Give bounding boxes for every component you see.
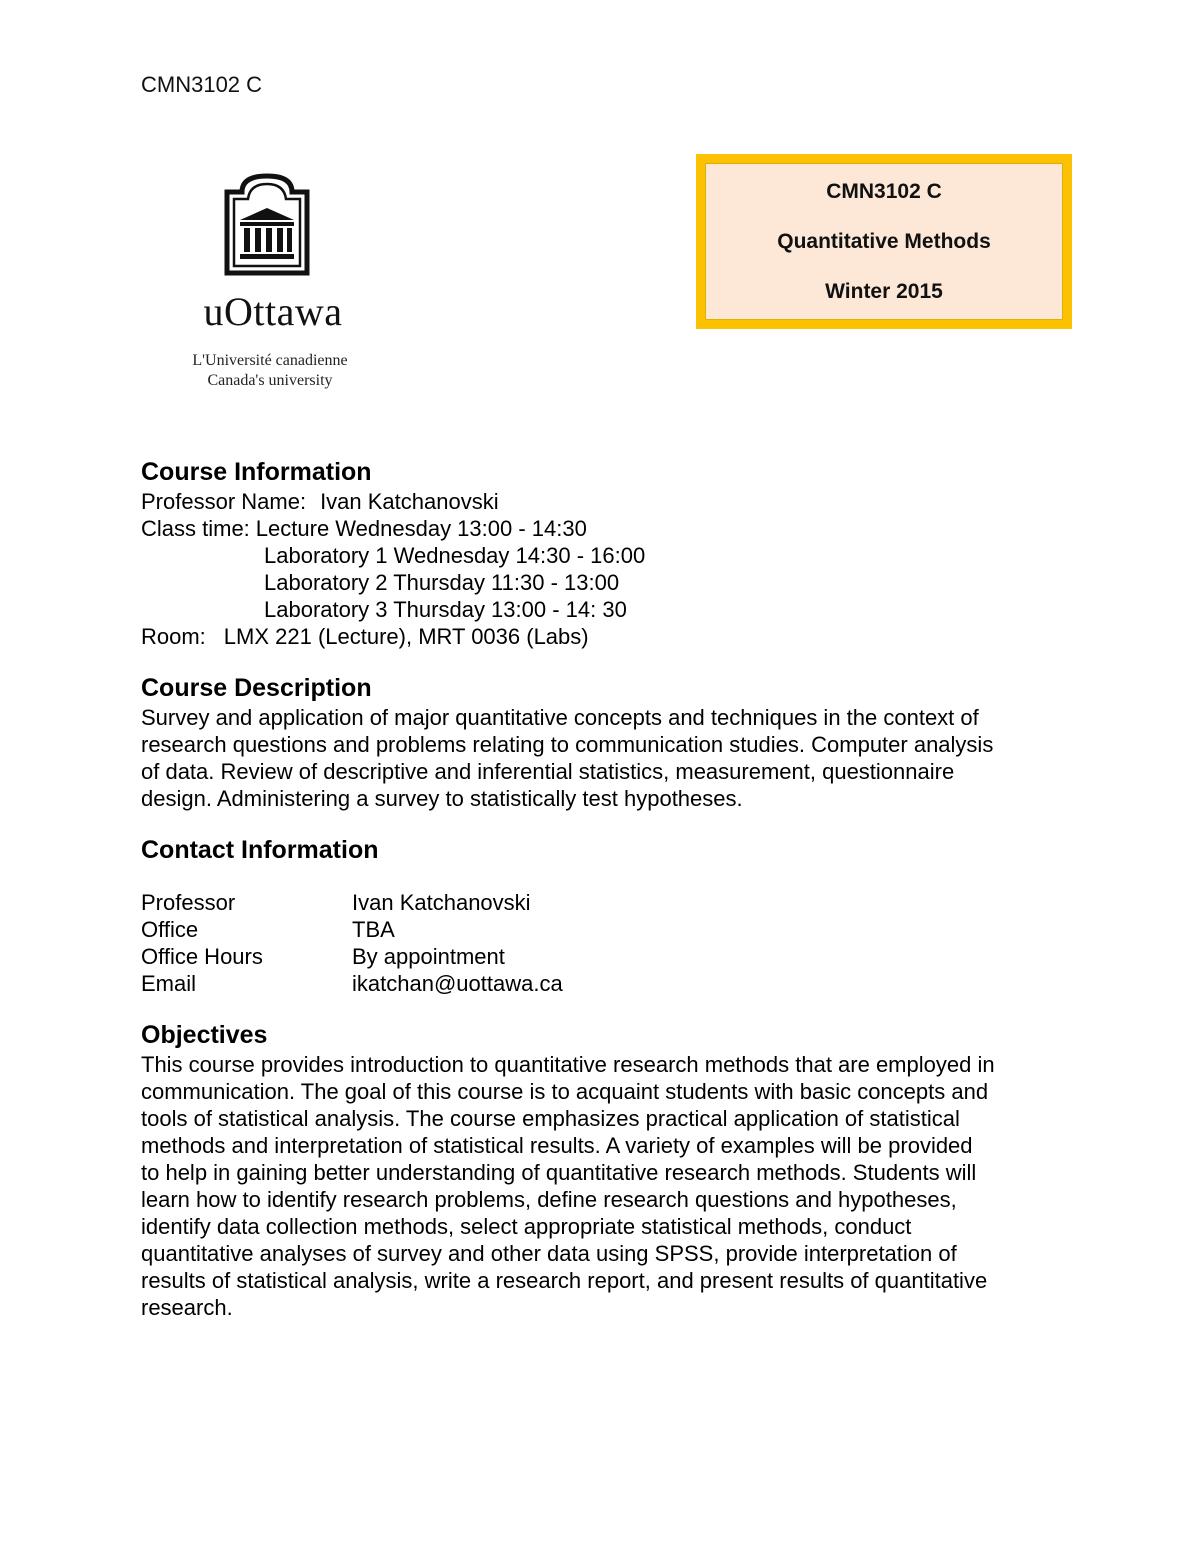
course-information-section [141,456,1071,650]
course-description-section [141,672,1071,812]
objectives-line: research. [141,1295,233,1320]
contact-information-section [141,834,1071,997]
contact-row [141,916,1071,943]
logo-tagline-en: Canada's university [207,372,333,389]
title-box-term: Winter 2015 [825,279,943,303]
contact-row [141,970,1071,997]
objectives-line: methods and interpretation of statistical results. A variety of examples will be provided [141,1133,973,1158]
running-header: CMN3102 C [141,72,263,97]
room-value: LMX 221 (Lecture), MRT 0036 (Labs) [223,624,589,649]
professor-value: Ivan Katchanovski [320,489,499,514]
objectives-heading: Objectives [141,1021,268,1049]
session-line: Laboratory 3 Thursday 13:00 - 14: 30 [264,597,627,622]
objectives-line: learn how to identify research problems, define research questions and hypotheses, [141,1187,957,1212]
course-description-heading: Course Description [141,674,372,702]
logo-tagline-fr: L'Université canadienne [192,352,348,369]
session-line: Lecture Wednesday 13:00 - 14:30 [255,516,587,541]
building-pillars-icon [170,170,370,280]
syllabus-content [141,456,1071,1321]
class-time-label: Class time: [141,516,250,541]
room-label: Room: [141,624,206,649]
contact-row [141,889,1071,916]
contact-label: Office [141,917,199,942]
room-row [141,623,1071,650]
session-line: Laboratory 1 Wednesday 14:30 - 16:00 [264,543,646,568]
contact-row [141,943,1071,970]
title-box-code: CMN3102 C [826,179,942,203]
description-line: Survey and application of major quantitative concepts and techniques in the context of [141,705,979,730]
description-line: research questions and problems relating to communication studies. Computer analysis [141,732,994,757]
description-line: design. Administering a survey to statistically test hypotheses. [141,786,743,811]
description-line: of data. Review of descriptive and inferential statistics, measurement, questionnaire [141,759,955,784]
objectives-section [141,1019,1071,1321]
session-line: Laboratory 2 Thursday 11:30 - 13:00 [264,570,620,595]
objectives-line: to help in gaining better understanding of quantitative research methods. Students will [141,1160,977,1185]
contact-label: Email [141,971,197,996]
class-time-row [141,515,1071,542]
professor-label: Professor Name: [141,489,307,514]
contact-value: Ivan Katchanovski [352,890,531,915]
title-box-title: Quantitative Methods [777,229,991,253]
objectives-line: This course provides introduction to quantitative research methods that are employed in [141,1052,995,1077]
university-logo [170,170,370,400]
contact-information-heading: Contact Information [141,836,379,864]
objectives-line: tools of statistical analysis. The course emphasizes practical application of statistical [141,1106,960,1131]
course-title-box [696,154,1072,329]
objectives-line: results of statistical analysis, write a research report, and present results of quantitative [141,1268,988,1293]
professor-row [141,488,1071,515]
email-link[interactable]: ikatchan@uottawa.ca [352,971,563,996]
objectives-line: quantitative analyses of survey and other data using SPSS, provide interpretation of [141,1241,957,1266]
objectives-line: communication. The goal of this course is to acquaint students with basic concepts and [141,1079,989,1104]
objectives-line: identify data collection methods, select appropriate statistical methods, conduct [141,1214,912,1239]
contact-label: Professor [141,890,236,915]
logo-wordmark: uOttawa [203,289,343,334]
contact-label: Office Hours [141,944,263,969]
contact-value: TBA [352,917,395,942]
course-information-heading: Course Information [141,458,372,486]
contact-table [141,889,1071,997]
course-title-box-inner [705,163,1063,320]
contact-value: By appointment [352,944,505,969]
